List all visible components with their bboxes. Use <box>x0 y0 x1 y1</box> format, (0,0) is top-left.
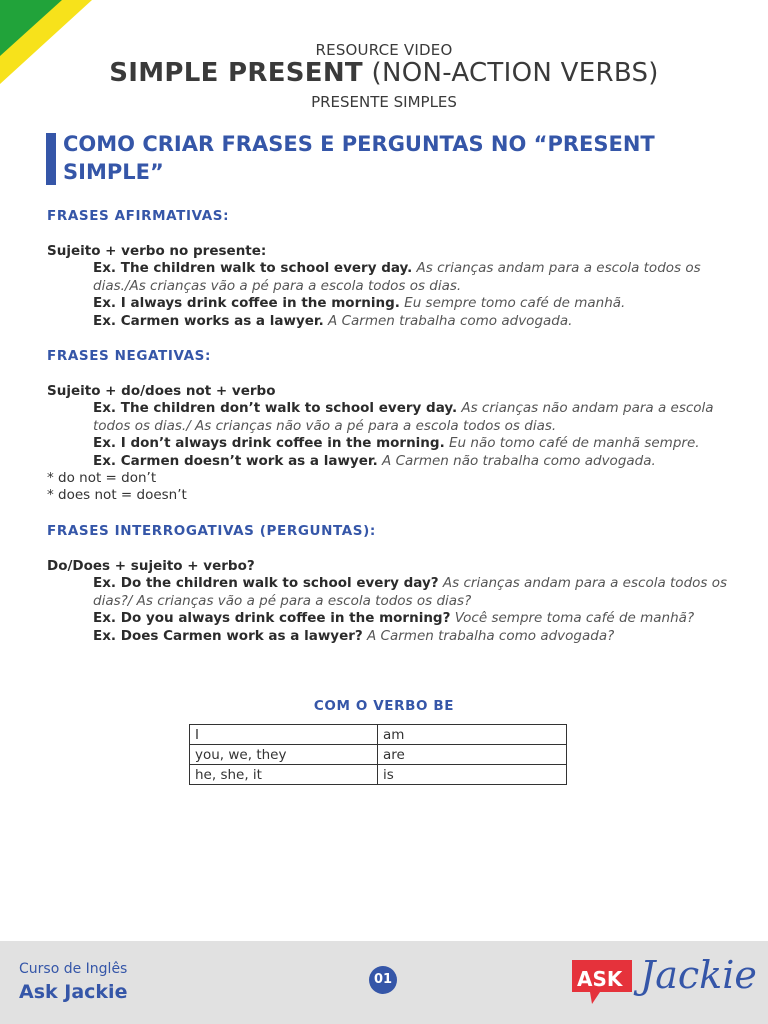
table-row <box>190 765 567 785</box>
footer-course-label: Curso de Inglês <box>19 961 128 977</box>
header-resource-label: RESOURCE VIDEO <box>315 41 453 59</box>
example-pt: Eu sempre tomo café de manhã. <box>399 295 626 311</box>
page-subtitle: PRESENTE SIMPLES <box>311 93 457 111</box>
example-en: Ex. The children don’t walk to school every day. <box>93 400 458 416</box>
footer-brand: Ask Jackie <box>19 981 128 1003</box>
example-pt: Você sempre toma café de manhã? <box>450 610 695 626</box>
negative-rule: Sujeito + do/does not + verbo <box>47 383 276 399</box>
example-en: Ex. Does Carmen work as a lawyer? <box>93 628 363 644</box>
table-cell-pronoun: you, we, they <box>190 745 378 765</box>
title-bold: SIMPLE PRESENT <box>109 58 363 88</box>
example-en: Ex. Do the children walk to school every day? <box>93 575 439 591</box>
example-pt: Eu não tomo café de manhã sempre. <box>444 435 700 451</box>
negative-example-3 <box>93 453 733 471</box>
table-row <box>190 745 567 765</box>
be-verb-table <box>189 724 567 785</box>
example-en: Ex. I always drink coffee in the morning. <box>93 295 400 311</box>
table-cell-pronoun: I <box>190 725 378 745</box>
table-cell-verb: is <box>378 765 567 785</box>
interrogative-example-3 <box>93 628 733 646</box>
page-title <box>0 58 768 88</box>
section-accent-bar <box>46 133 56 185</box>
example-pt: A Carmen trabalha como advogada? <box>362 628 615 644</box>
interrogative-heading: FRASES INTERROGATIVAS (PERGUNTAS): <box>47 523 376 539</box>
example-pt: A Carmen não trabalha como advogada. <box>377 453 656 469</box>
page-number-badge: 01 <box>369 966 397 994</box>
affirmative-example-1 <box>93 260 733 295</box>
table-cell-verb: are <box>378 745 567 765</box>
affirmative-example-2 <box>93 295 733 313</box>
contraction-note-2: * does not = doesn’t <box>47 487 187 503</box>
example-pt: A Carmen trabalha como advogada. <box>323 313 573 329</box>
negative-heading: FRASES NEGATIVAS: <box>47 348 211 364</box>
table-row <box>190 725 567 745</box>
table-cell-pronoun: he, she, it <box>190 765 378 785</box>
table-cell-verb: am <box>378 725 567 745</box>
example-en: Ex. The children walk to school every day. <box>93 260 413 276</box>
example-en: Ex. Do you always drink coffee in the morning? <box>93 610 451 626</box>
ask-jackie-logo <box>570 948 760 1012</box>
example-en: Ex. I don’t always drink coffee in the morning. <box>93 435 445 451</box>
be-section-title: COM O VERBO BE <box>313 698 455 714</box>
affirmative-rule: Sujeito + verbo no presente: <box>47 243 267 259</box>
negative-example-1 <box>93 400 733 435</box>
example-pt: As crianças andam para a escola todos os dias?/ As crianças vão a pé para a escola todos os dias? <box>93 575 728 609</box>
interrogative-example-1 <box>93 575 733 610</box>
affirmative-heading: FRASES AFIRMATIVAS: <box>47 208 230 224</box>
title-rest: (NON-ACTION VERBS) <box>362 58 659 88</box>
example-en: Ex. Carmen doesn’t work as a lawyer. <box>93 453 378 469</box>
example-en: Ex. Carmen works as a lawyer. <box>93 313 324 329</box>
logo-jackie-text: Jackie <box>640 953 757 997</box>
interrogative-example-2 <box>93 610 733 628</box>
contraction-note-1: * do not = don’t <box>47 470 157 486</box>
example-pt: As crianças não andam para a escola todos os dias./ As crianças não vão a pé para a escola todos os dias. <box>93 400 714 434</box>
section-title: COMO CRIAR FRASES E PERGUNTAS NO “PRESENT SIMPLE” <box>63 132 655 184</box>
logo-ask-text: ASK <box>577 967 623 991</box>
example-pt: As crianças andam para a escola todos os dias./As crianças vão a pé para a escola todos os dias. <box>93 260 701 294</box>
interrogative-rule: Do/Does + sujeito + verbo? <box>47 558 255 574</box>
negative-example-2 <box>93 435 733 453</box>
affirmative-example-3 <box>93 313 733 331</box>
